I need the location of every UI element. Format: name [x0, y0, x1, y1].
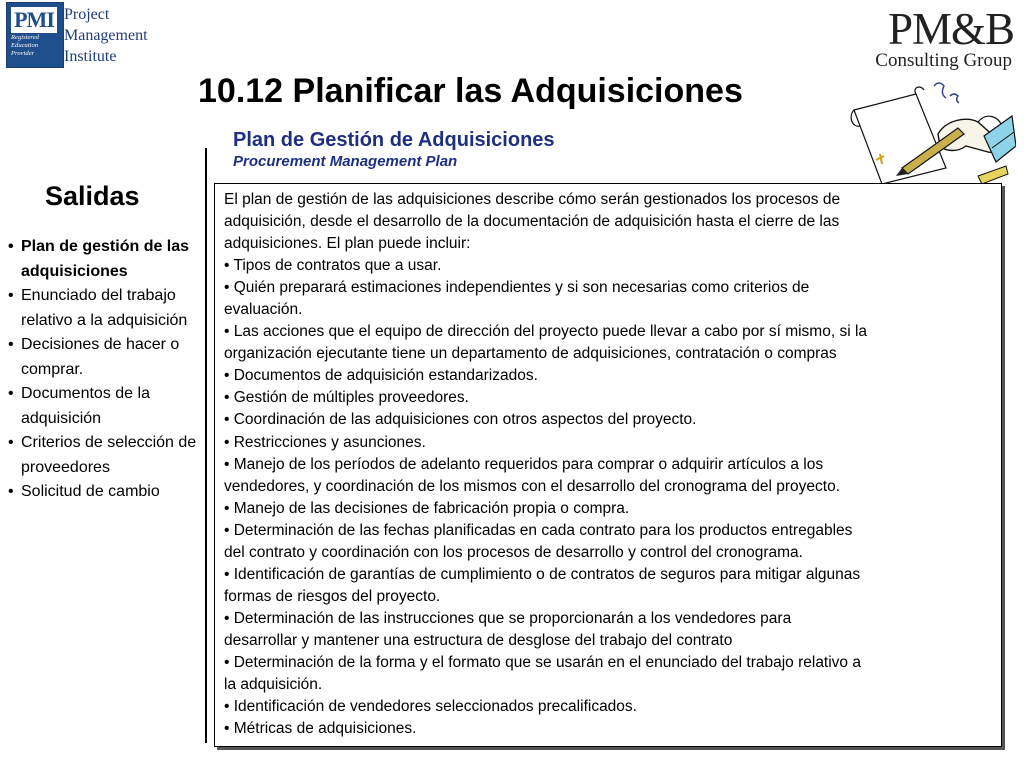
pmi-logo-box	[6, 2, 64, 68]
vertical-divider	[205, 148, 207, 743]
content-line: • Documentos de adquisición estandarizados.	[224, 367, 538, 385]
content-line: • Identificación de garantías de cumplimiento o de contratos de seguros para mitigar algunas	[224, 565, 861, 583]
pmi-logo	[6, 2, 156, 68]
content-line: • Manejo de las decisiones de fabricación propia o compra.	[224, 499, 630, 517]
content-line: • Restricciones y asunciones.	[224, 433, 426, 451]
content-line: El plan de gestión de las adquisiciones describe cómo serán gestionados los procesos de	[224, 191, 841, 208]
content-line: • Identificación de vendedores seleccionados precalificados.	[224, 698, 637, 716]
outputs-list	[8, 235, 204, 505]
content-line: • Coordinación de las adquisiciones con otros aspectos del proyecto.	[224, 411, 697, 429]
pmb-logo-main: PM&B	[887, 4, 1014, 54]
content-line: • Gestión de múltiples proveedores.	[224, 389, 469, 407]
content-line: • Métricas de adquisiciones.	[224, 720, 417, 738]
content-line: formas de riesgos del proyecto.	[224, 587, 441, 605]
content-line: • Determinación de las instrucciones que se proporcionarán a los vendedores para	[224, 609, 792, 627]
content-line: • Manejo de los períodos de adelanto requeridos para comprar o adquirir artículos a los	[224, 455, 824, 473]
pmb-logo	[862, 6, 1022, 72]
pmi-logo-words: Project Management Institute	[64, 6, 148, 65]
list-item: • Criterios de selección de proveedores	[8, 431, 204, 480]
list-item: • Plan de gestión de las adquisiciones	[8, 235, 204, 284]
outputs-heading: Salidas	[45, 181, 140, 211]
page-title: 10.12 Planificar las Adquisiciones	[198, 72, 743, 110]
content-line: • Tipos de contratos que a usar.	[224, 257, 442, 275]
list-item: • Solicitud de cambio	[8, 480, 204, 505]
content-line: la adquisición.	[224, 676, 323, 694]
content-line: vendedores, y coordinación de los mismos con el desarrollo del cronograma del proyecto.	[224, 477, 841, 495]
content-line: • Las acciones que el equipo de dirección del proyecto puede llevar a cabo por sí mismo, si la	[224, 323, 868, 341]
content-box	[214, 183, 1002, 747]
section-subtitle: Plan de Gestión de Adquisiciones	[233, 129, 555, 151]
content-line: • Determinación de la forma y el formato que se usarán en el enunciado del trabajo relativo a	[224, 653, 861, 671]
content-line: • Determinación de las fechas planificadas en cada contrato para los productos entregables	[224, 521, 853, 539]
list-item: • Decisiones de hacer o comprar.	[8, 333, 204, 382]
content-line: del contrato y coordinación con los procesos de desarrollo y control del cronograma.	[224, 543, 803, 561]
content-line: adquisiciones. El plan puede incluir:	[224, 235, 471, 253]
list-item: • Enunciado del trabajo relativo a la adquisición	[8, 284, 204, 333]
content-line: adquisición, desde el desarrollo de la documentación de adquisición hasta el cierre de las	[224, 213, 840, 231]
list-item: • Documentos de la adquisición	[8, 382, 204, 431]
content-line: evaluación.	[224, 301, 303, 319]
content-line: organización ejecutante tiene un departamento de adquisiciones, contratación o compras	[224, 345, 837, 363]
pmb-logo-sub: Consulting Group	[875, 50, 1012, 71]
section-subtitle-english: Procurement Management Plan	[233, 153, 458, 170]
hand-writing-pen-icon	[846, 76, 1016, 186]
pmi-logo-small-text: Registered Education Provider	[11, 34, 39, 57]
pmi-logo-mark: PMI	[11, 7, 57, 33]
content-line: desarrollar y mantener una estructura de desglose del trabajo del contrato	[224, 631, 733, 649]
content-line: • Quién preparará estimaciones independientes y si son necesarias como criterios de	[224, 279, 810, 297]
